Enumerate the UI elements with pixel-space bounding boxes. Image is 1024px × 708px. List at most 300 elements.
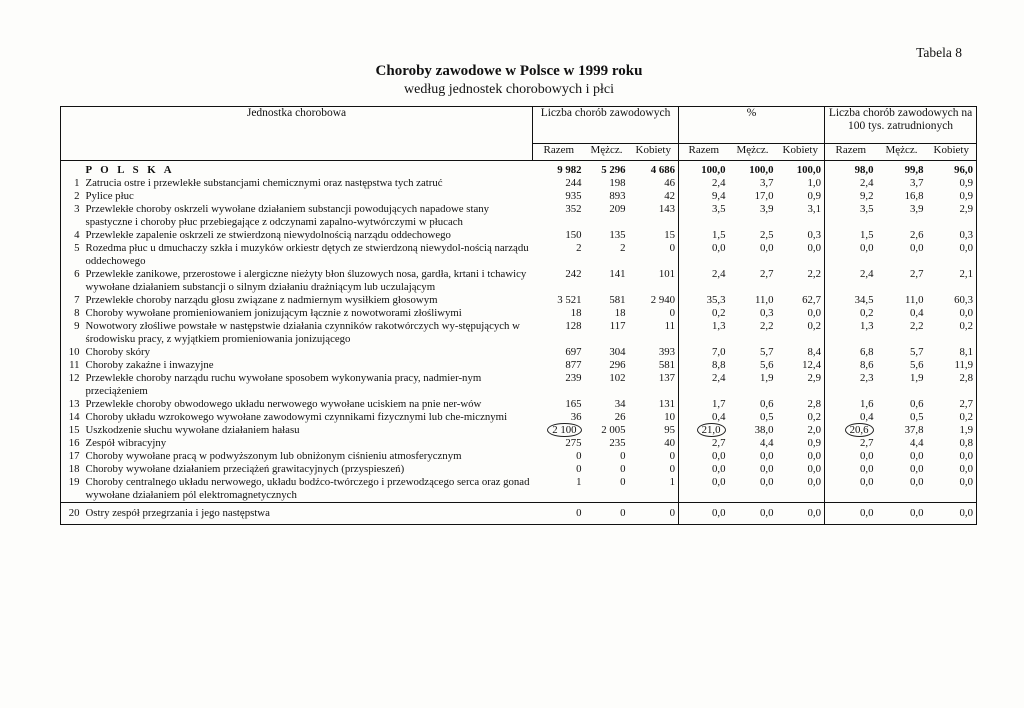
value-text: 2,6	[910, 229, 924, 241]
value-cell	[927, 476, 977, 503]
value-cell	[679, 411, 729, 424]
disease-name: Przewlekłe zapalenie oskrzeli ze stwierdzoną niewydolnością narządu oddechowego	[85, 229, 451, 241]
value-text: 5,6	[910, 359, 924, 371]
value-cell	[629, 320, 679, 346]
value-cell	[777, 476, 825, 503]
value-cell	[533, 346, 585, 359]
value-cell	[729, 294, 777, 307]
row-number	[61, 161, 83, 178]
value-text: 0	[669, 307, 676, 319]
value-text: 3,5	[860, 203, 874, 215]
value-text: 0,2	[807, 320, 822, 332]
value-text: 0	[576, 507, 582, 519]
disease-name: Przewlekłe zanikowe, przerostowe i alergiczne nieżyty błon śluzowych nosa, gardła, krtani i tchawicy wywołane działaniem substancji o silnym działaniu drażniącym lub uczulającym	[85, 268, 527, 293]
value-text: 21,0	[697, 423, 726, 437]
value-cell	[729, 503, 777, 525]
value-cell	[825, 411, 877, 424]
value-cell	[777, 177, 825, 190]
value-cell	[825, 503, 877, 525]
disease-name: Choroby zakaźne i inwazyjne	[85, 359, 214, 371]
value-cell	[533, 359, 585, 372]
disease-name: Nowotwory złośliwe powstałe w następstwie działania czynników rakotwórczych wy-stępujących w środowisku pracy, z wyjątkiem promieniowania jonizującego	[85, 320, 520, 345]
table-row	[61, 177, 977, 190]
table-row	[61, 229, 977, 242]
value-cell	[729, 424, 777, 437]
value-cell	[585, 503, 629, 525]
value-cell	[729, 229, 777, 242]
value-text: 0,3	[760, 307, 774, 319]
table-row-total	[61, 161, 977, 178]
value-cell	[729, 268, 777, 294]
table-number: Tabela 8	[916, 45, 962, 60]
value-cell	[777, 424, 825, 437]
value-cell	[825, 307, 877, 320]
value-text: 0	[576, 463, 582, 475]
value-cell	[777, 359, 825, 372]
value-text: 2,4	[712, 177, 726, 189]
header-rate-group: Liczba chorób zawodowych na 100 tys. zatrudnionych	[825, 107, 977, 144]
value-cell	[877, 203, 927, 229]
value-cell	[585, 346, 629, 359]
disease-name: Przewlekłe choroby oskrzeli wywołane działaniem substancji powodujących napadowe stany spastyczne i choroby płuc przebiegające z odczynami zapalno-wytwórczymi w płucach	[85, 203, 490, 228]
value-text: 26	[614, 411, 626, 423]
row-number: 8	[74, 307, 80, 319]
value-text: 37,8	[904, 424, 924, 436]
value-cell	[585, 320, 629, 346]
value-text: 0,0	[910, 463, 924, 475]
value-cell	[729, 320, 777, 346]
value-cell	[629, 398, 679, 411]
value-text: 3 521	[557, 294, 582, 306]
value-text: 0,0	[807, 307, 822, 319]
value-cell	[533, 294, 585, 307]
value-cell	[679, 161, 729, 178]
value-text: 2,4	[860, 268, 874, 280]
value-cell	[877, 437, 927, 450]
disease-name: Przewlekłe choroby narządu ruchu wywołane sposobem wykonywania pracy, nadmier-nym przeciążeniem	[85, 372, 482, 397]
value-text: 150	[565, 229, 582, 241]
value-cell	[585, 411, 629, 424]
value-text: 98,0	[854, 164, 874, 176]
disease-name: Ostry zespół przegrzania i jego następstwa	[83, 503, 533, 525]
value-cell	[927, 177, 977, 190]
value-text: 0	[669, 507, 676, 519]
value-cell	[629, 424, 679, 437]
value-text: 0,0	[807, 463, 822, 475]
value-text: 100,0	[796, 164, 822, 176]
value-cell	[927, 268, 977, 294]
value-cell	[777, 161, 825, 178]
value-cell	[927, 229, 977, 242]
table-row	[61, 203, 977, 229]
value-text: 2,7	[712, 437, 726, 449]
row-number: 11	[69, 359, 80, 371]
value-cell	[877, 359, 927, 372]
disease-name: Przewlekłe choroby obwodowego układu nerwowego wywołane uciskiem na pnie ner-wów	[85, 398, 482, 410]
row-number: 20	[61, 503, 83, 525]
value-cell	[729, 190, 777, 203]
value-cell	[729, 203, 777, 229]
value-cell	[629, 346, 679, 359]
value-text: 0,4	[860, 411, 874, 423]
value-cell	[729, 411, 777, 424]
value-cell	[777, 463, 825, 476]
disease-name: Choroby centralnego układu nerwowego, układu bodźco-twórczego i przewodzącego serca oraz gonad wywołane działaniem pól elektromagnetycznych	[85, 476, 530, 501]
header-kobiety: Kobiety	[777, 144, 825, 161]
header-kobiety: Kobiety	[629, 144, 679, 161]
value-text: 5,6	[760, 359, 774, 371]
value-text: 0,0	[712, 463, 726, 475]
value-cell	[585, 424, 629, 437]
value-cell	[585, 372, 629, 398]
value-text: 11,0	[755, 294, 774, 306]
value-cell	[679, 463, 729, 476]
table-row	[61, 346, 977, 359]
value-cell	[629, 294, 679, 307]
table-row	[61, 294, 977, 307]
value-text: 296	[609, 359, 626, 371]
table-row	[61, 372, 977, 398]
value-text: 102	[609, 372, 626, 384]
value-text: 128	[565, 320, 582, 332]
value-cell	[927, 190, 977, 203]
table-row	[61, 411, 977, 424]
value-text: 10	[664, 411, 676, 423]
value-text: 2,7	[860, 437, 874, 449]
header-mezcz: Mężcz.	[877, 144, 927, 161]
value-text: 0,0	[712, 242, 726, 254]
value-cell	[679, 424, 729, 437]
value-cell	[877, 229, 927, 242]
value-cell	[877, 503, 927, 525]
disease-name: Przewlekłe choroby narządu głosu związane z nadmiernym wysiłkiem głosowym	[85, 294, 438, 306]
value-cell	[629, 503, 679, 525]
value-text: 2	[620, 242, 626, 254]
value-text: 0,0	[760, 450, 774, 462]
table-row	[61, 242, 977, 268]
value-cell	[629, 463, 679, 476]
value-text: 99,8	[904, 164, 924, 176]
value-cell	[585, 203, 629, 229]
value-text: 275	[565, 437, 582, 449]
value-text: 0,0	[910, 507, 924, 519]
value-text: 100,0	[749, 164, 774, 176]
value-cell	[729, 177, 777, 190]
value-cell	[533, 268, 585, 294]
value-text: 0,0	[959, 242, 974, 254]
header-razem: Razem	[679, 144, 729, 161]
value-cell	[679, 177, 729, 190]
value-cell	[825, 203, 877, 229]
value-text: 5,7	[910, 346, 924, 358]
value-text: 8,4	[807, 346, 822, 358]
value-text: 893	[609, 190, 626, 202]
value-text: 304	[609, 346, 626, 358]
value-cell	[877, 398, 927, 411]
value-cell	[927, 346, 977, 359]
value-cell	[825, 450, 877, 463]
value-text: 2 005	[601, 424, 626, 436]
value-text: 34,5	[854, 294, 874, 306]
row-number: 19	[68, 476, 80, 488]
value-cell	[585, 177, 629, 190]
value-cell	[729, 307, 777, 320]
value-cell	[777, 398, 825, 411]
value-text: 95	[664, 424, 676, 436]
value-text: 0	[669, 463, 676, 475]
value-text: 4,4	[910, 437, 924, 449]
value-cell	[825, 161, 877, 178]
row-number: 16	[68, 437, 80, 449]
value-cell	[877, 190, 927, 203]
value-cell	[825, 424, 877, 437]
value-text: 3,7	[760, 177, 774, 189]
value-cell	[679, 307, 729, 320]
value-text: 244	[565, 177, 582, 189]
value-text: 16,8	[904, 190, 924, 202]
header-mezcz: Mężcz.	[729, 144, 777, 161]
value-text: 9,2	[860, 190, 874, 202]
table-row	[61, 476, 977, 503]
value-text: 0,8	[959, 437, 974, 449]
value-text: 42	[664, 190, 676, 202]
value-cell	[629, 411, 679, 424]
value-cell	[825, 346, 877, 359]
row-number: 5	[74, 242, 80, 254]
value-cell	[679, 242, 729, 268]
value-text: 2,2	[807, 268, 822, 280]
value-cell	[777, 503, 825, 525]
value-cell	[777, 268, 825, 294]
value-text: 0,0	[959, 463, 974, 475]
value-text: 100,0	[701, 164, 726, 176]
value-cell	[629, 190, 679, 203]
row-number: 6	[74, 268, 80, 280]
value-text: 2,4	[712, 372, 726, 384]
value-text: 4,4	[760, 437, 774, 449]
row-number: 13	[68, 398, 80, 410]
value-cell	[729, 437, 777, 450]
row-number: 17	[68, 450, 80, 462]
value-text: 0,0	[860, 476, 874, 488]
value-cell	[533, 437, 585, 450]
disease-name: Pylice płuc	[85, 190, 134, 202]
value-text: 36	[570, 411, 582, 423]
value-cell	[777, 307, 825, 320]
value-cell	[729, 463, 777, 476]
value-text: 2,7	[760, 268, 774, 280]
value-text: 0,0	[760, 242, 774, 254]
value-cell	[777, 320, 825, 346]
value-text: 0,6	[910, 398, 924, 410]
row-number: 15	[68, 424, 80, 436]
value-cell	[927, 424, 977, 437]
value-text: 117	[609, 320, 626, 332]
row-number: 18	[68, 463, 80, 475]
value-text: 0,2	[959, 320, 974, 332]
value-cell	[629, 177, 679, 190]
value-cell	[825, 437, 877, 450]
value-cell	[777, 242, 825, 268]
value-cell	[927, 203, 977, 229]
value-text: 40	[664, 437, 676, 449]
value-text: 6,8	[860, 346, 874, 358]
value-text: 0,5	[910, 411, 924, 423]
value-cell	[729, 398, 777, 411]
value-text: 0,9	[959, 190, 974, 202]
value-cell	[629, 476, 679, 503]
value-text: 5 296	[601, 164, 626, 176]
value-text: 0,0	[910, 242, 924, 254]
value-text: 0,0	[807, 242, 822, 254]
value-cell	[877, 476, 927, 503]
value-cell	[533, 476, 585, 503]
value-text: 101	[658, 268, 676, 280]
value-cell	[825, 320, 877, 346]
value-cell	[533, 424, 585, 437]
value-cell	[533, 503, 585, 525]
disease-name: Choroby układu wzrokowego wywołane zawodowymi czynnikami fizycznymi lub che-micznymi	[85, 411, 508, 423]
value-text: 581	[658, 359, 676, 371]
value-text: 1,9	[910, 372, 924, 384]
value-text: 0,3	[807, 229, 822, 241]
value-text: 34	[614, 398, 626, 410]
value-text: 1	[576, 476, 582, 488]
value-text: 1,3	[860, 320, 874, 332]
disease-name: P O L S K A	[85, 164, 175, 176]
row-number: 9	[74, 320, 80, 332]
page-subtitle: według jednostek chorobowych i płci	[404, 82, 614, 97]
value-text: 8,6	[860, 359, 874, 371]
table-row	[61, 424, 977, 437]
value-text: 0,0	[910, 450, 924, 462]
table-row	[61, 320, 977, 346]
value-text: 2 100	[547, 423, 581, 437]
value-cell	[927, 161, 977, 178]
value-text: 11,9	[954, 359, 974, 371]
value-text: 9,4	[712, 190, 726, 202]
value-cell	[825, 476, 877, 503]
value-cell	[729, 242, 777, 268]
value-text: 8,8	[712, 359, 726, 371]
row-number: 3	[74, 203, 80, 215]
value-cell	[927, 320, 977, 346]
value-text: 9 982	[557, 164, 582, 176]
value-text: 1,9	[959, 424, 974, 436]
value-cell	[777, 411, 825, 424]
value-text: 2,2	[760, 320, 774, 332]
value-text: 135	[609, 229, 626, 241]
value-cell	[877, 346, 927, 359]
row-number: 12	[68, 372, 80, 384]
value-text: 0,4	[910, 307, 924, 319]
value-cell	[533, 450, 585, 463]
value-text: 0,0	[712, 450, 726, 462]
value-cell	[825, 229, 877, 242]
value-cell	[777, 294, 825, 307]
value-cell	[679, 450, 729, 463]
value-cell	[927, 359, 977, 372]
value-text: 2,1	[959, 268, 974, 280]
value-cell	[927, 437, 977, 450]
value-cell	[679, 229, 729, 242]
value-text: 165	[565, 398, 582, 410]
value-text: 2,7	[959, 398, 974, 410]
value-cell	[825, 463, 877, 476]
row-number: 4	[74, 229, 80, 241]
value-cell	[679, 359, 729, 372]
table-body	[61, 161, 977, 525]
value-text: 877	[565, 359, 582, 371]
header-percent-group: %	[679, 107, 825, 144]
value-cell	[629, 372, 679, 398]
value-cell	[585, 463, 629, 476]
value-cell	[629, 229, 679, 242]
disease-name: Uszkodzenie słuchu wywołane działaniem hałasu	[85, 424, 300, 436]
value-cell	[679, 203, 729, 229]
value-cell	[585, 398, 629, 411]
value-text: 0,0	[807, 476, 822, 488]
value-cell	[777, 372, 825, 398]
value-cell	[679, 190, 729, 203]
value-text: 1,5	[860, 229, 874, 241]
value-cell	[533, 398, 585, 411]
value-cell	[585, 450, 629, 463]
table-row	[61, 359, 977, 372]
value-cell	[729, 346, 777, 359]
value-cell	[877, 424, 927, 437]
value-cell	[533, 242, 585, 268]
value-cell	[585, 359, 629, 372]
value-cell	[585, 294, 629, 307]
value-text: 38,0	[754, 424, 774, 436]
header-unit: Jednostka chorobowa	[61, 107, 533, 161]
value-text: 581	[609, 294, 626, 306]
header-mezcz: Mężcz.	[585, 144, 629, 161]
value-text: 18	[614, 307, 626, 319]
value-text: 0,0	[959, 507, 974, 519]
value-text: 0,0	[760, 463, 774, 475]
value-text: 2,8	[807, 398, 822, 410]
value-cell	[877, 307, 927, 320]
value-text: 0,0	[860, 507, 874, 519]
value-cell	[585, 242, 629, 268]
value-text: 0,0	[860, 450, 874, 462]
value-cell	[533, 177, 585, 190]
table-row	[61, 398, 977, 411]
value-text: 393	[658, 346, 676, 358]
value-text: 2,9	[807, 372, 822, 384]
value-text: 12,4	[802, 359, 822, 371]
value-text: 131	[658, 398, 676, 410]
value-cell	[585, 190, 629, 203]
header-razem: Razem	[533, 144, 585, 161]
value-cell	[585, 161, 629, 178]
table-row	[61, 450, 977, 463]
value-text: 0,2	[807, 411, 822, 423]
value-cell	[729, 161, 777, 178]
value-text: 20,6	[845, 423, 874, 437]
value-text: 35,3	[706, 294, 726, 306]
disease-table	[60, 106, 977, 525]
value-cell	[825, 268, 877, 294]
value-text: 96,0	[954, 164, 974, 176]
value-cell	[533, 229, 585, 242]
value-text: 1,9	[760, 372, 774, 384]
disease-name: Zatrucia ostre i przewlekłe substancjami chemicznymi oraz następstwa tych zatruć	[85, 177, 443, 189]
table-row	[61, 190, 977, 203]
row-number: 7	[74, 294, 80, 306]
